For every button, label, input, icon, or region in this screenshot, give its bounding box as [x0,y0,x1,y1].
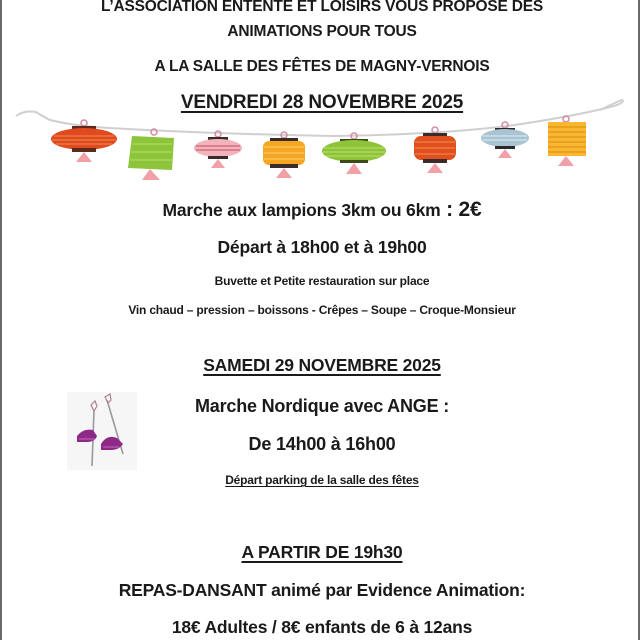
intro-line-2: ANIMATIONS POUR TOUS [227,23,417,40]
friday-date-text: VENDREDI 28 NOVEMBRE 2025 [180,92,464,113]
nordic-walk-time: De 14h00 à 16h00 [248,434,396,454]
meeting-point-text: Départ parking de la salle des fêtes [225,473,419,487]
lantern-walk-line [2,198,640,222]
lantern-walk-price: : 2€ [440,198,482,221]
intro-line-1: L’ASSOCIATION ENTENTE ET LOISIRS VOUS PROPOSE DES [100,0,544,15]
venue-line: A LA SALLE DES FÊTES DE MAGNY-VERNOIS [154,58,490,75]
menu-line: Vin chaud – pression – boissons - Crêpes – Soupe – Croque-Monsieur [128,303,516,317]
paper-lanterns-garland-icon [14,96,634,186]
dinner-dance-line: REPAS-DANSANT animé par Evidence Animation: [118,580,526,600]
nordic-walk-activity: Marche Nordique avec ANGE : [194,396,449,416]
meeting-point-line [2,473,640,487]
refreshments-line: Buvette et Petite restauration sur place [214,274,430,288]
evening-start-text: A PARTIR DE 19h30 [241,542,403,562]
friday-departure: Départ à 18h00 et à 19h00 [217,237,427,257]
dinner-prices-line: 18€ Adultes / 8€ enfants de 6 à 12ans [171,617,473,637]
evening-start-heading [2,542,640,563]
saturday-date-text: SAMEDI 29 NOVEMBRE 2025 [203,355,441,375]
saturday-date-heading [2,355,640,376]
lantern-walk-text: Marche aux lampions 3km ou 6km [162,200,441,220]
